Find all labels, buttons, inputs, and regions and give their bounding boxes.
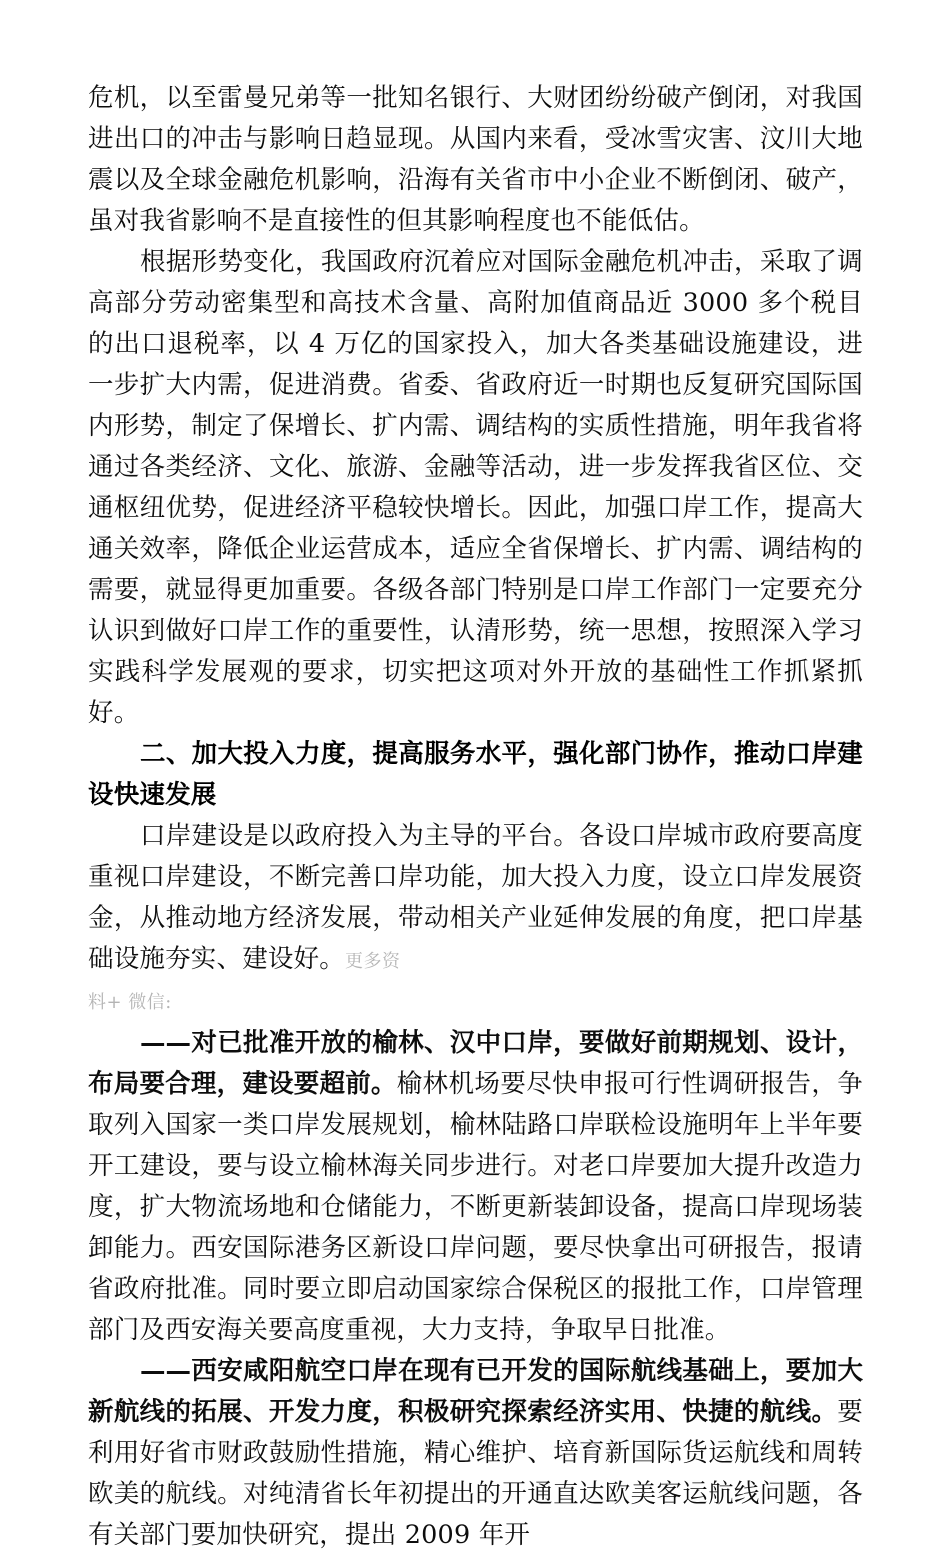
paragraph-xianyang-airport-lead: ——西安咸阳航空口岸在现有已开发的国际航线基础上，要加大新航线的拓展、开发力度，积极研究探索经济实用、快捷的航线。 <box>88 1356 863 1427</box>
paragraph-yulin-hanzhong-port <box>88 1023 863 1351</box>
document-text-body <box>88 78 863 1556</box>
watermark-text-head: 更多资 <box>345 951 401 972</box>
paragraph-yulin-hanzhong-lead: ——对已批准开放的榆林、汉中口岸，要做好前期规划、设计，布局要合理，建设要超前。 <box>88 1028 863 1099</box>
paragraph-yulin-hanzhong-body: 榆林机场要尽快申报可行性调研报告，争取列入国家一类口岸发展规划，榆林陆路口岸联检设施明年上半年要开工建设，要与设立榆林海关同步进行。对老口岸要加大提升改造力度，扩大物流场地和仓储能力，不断更新装卸设备，提高口岸现场装卸能力。西安国际港务区新设口岸问题，要尽快拿出可研报告，报请省政府批准。同时要立即启动国家综合保税区的报批工作，口岸管理部门及西安海关要高度重视，大力支持，争取早日批准。 <box>88 1069 863 1345</box>
paragraph-xianyang-airport-port <box>88 1351 863 1556</box>
section-heading-two: 二、加大投入力度，提高服务水平，强化部门协作，推动口岸建设快速发展 <box>88 740 863 809</box>
paragraph-crisis-impact: 危机，以至雷曼兄弟等一批知名银行、大财团纷纷破产倒闭，对我国进出口的冲击与影响日趋显现。从国内来看，受冰雪灾害、汶川大地震以及全球金融危机影响，沿海有关省市中小企业不断倒闭、破产，虽对我省影响不是直接性的但其影响程度也不能低估。 <box>88 83 863 236</box>
paragraph-port-construction-text: 口岸建设是以政府投入为主导的平台。各设口岸城市政府要高度重视口岸建设，不断完善口岸功能，加大投入力度，设立口岸发展资金，从推动地方经济发展，带动相关产业延伸发展的角度，把口岸基础设施夯实、建设好。 <box>88 821 863 974</box>
watermark-text-tail: 料+ 微信: <box>88 992 172 1013</box>
paragraph-xianyang-airport-body: 要利用好省市财政鼓励性措施，精心维护、培育新国际货运航线和周转欧美的航线。对纯清省长年初提出的开通直达欧美客运航线问题，各有关部门要加快研究，提出 2009 年开 <box>88 1397 863 1550</box>
paragraph-government-response: 根据形势变化，我国政府沉着应对国际金融危机冲击，采取了调高部分劳动密集型和高技术含量、高附加值商品近 3000 多个税目的出口退税率，以 4 万亿的国家投入，加大各类基础设施建设，进一步扩大内需，促进消费。省委、省政府近一时期也反复研究国际国内形势，制定了保增长、扩内需、调结构的实质性措施，明年我省将通过各类经济、文化、旅游、金融等活动，进一步发挥我省区位、交通枢纽优势，促进经济平稳较快增长。因此，加强口岸工作，提高大通关效率，降低企业运营成本，适应全省保增长、扩内需、调结构的需要，就显得更加重要。各级各部门特别是口岸工作部门一定要充分认识到做好口岸工作的重要性，认清形势，统一思想，按照深入学习实践科学发展观的要求，切实把这项对外开放的基础性工作抓紧抓好。 <box>88 247 863 728</box>
paragraph-port-construction <box>88 816 863 982</box>
